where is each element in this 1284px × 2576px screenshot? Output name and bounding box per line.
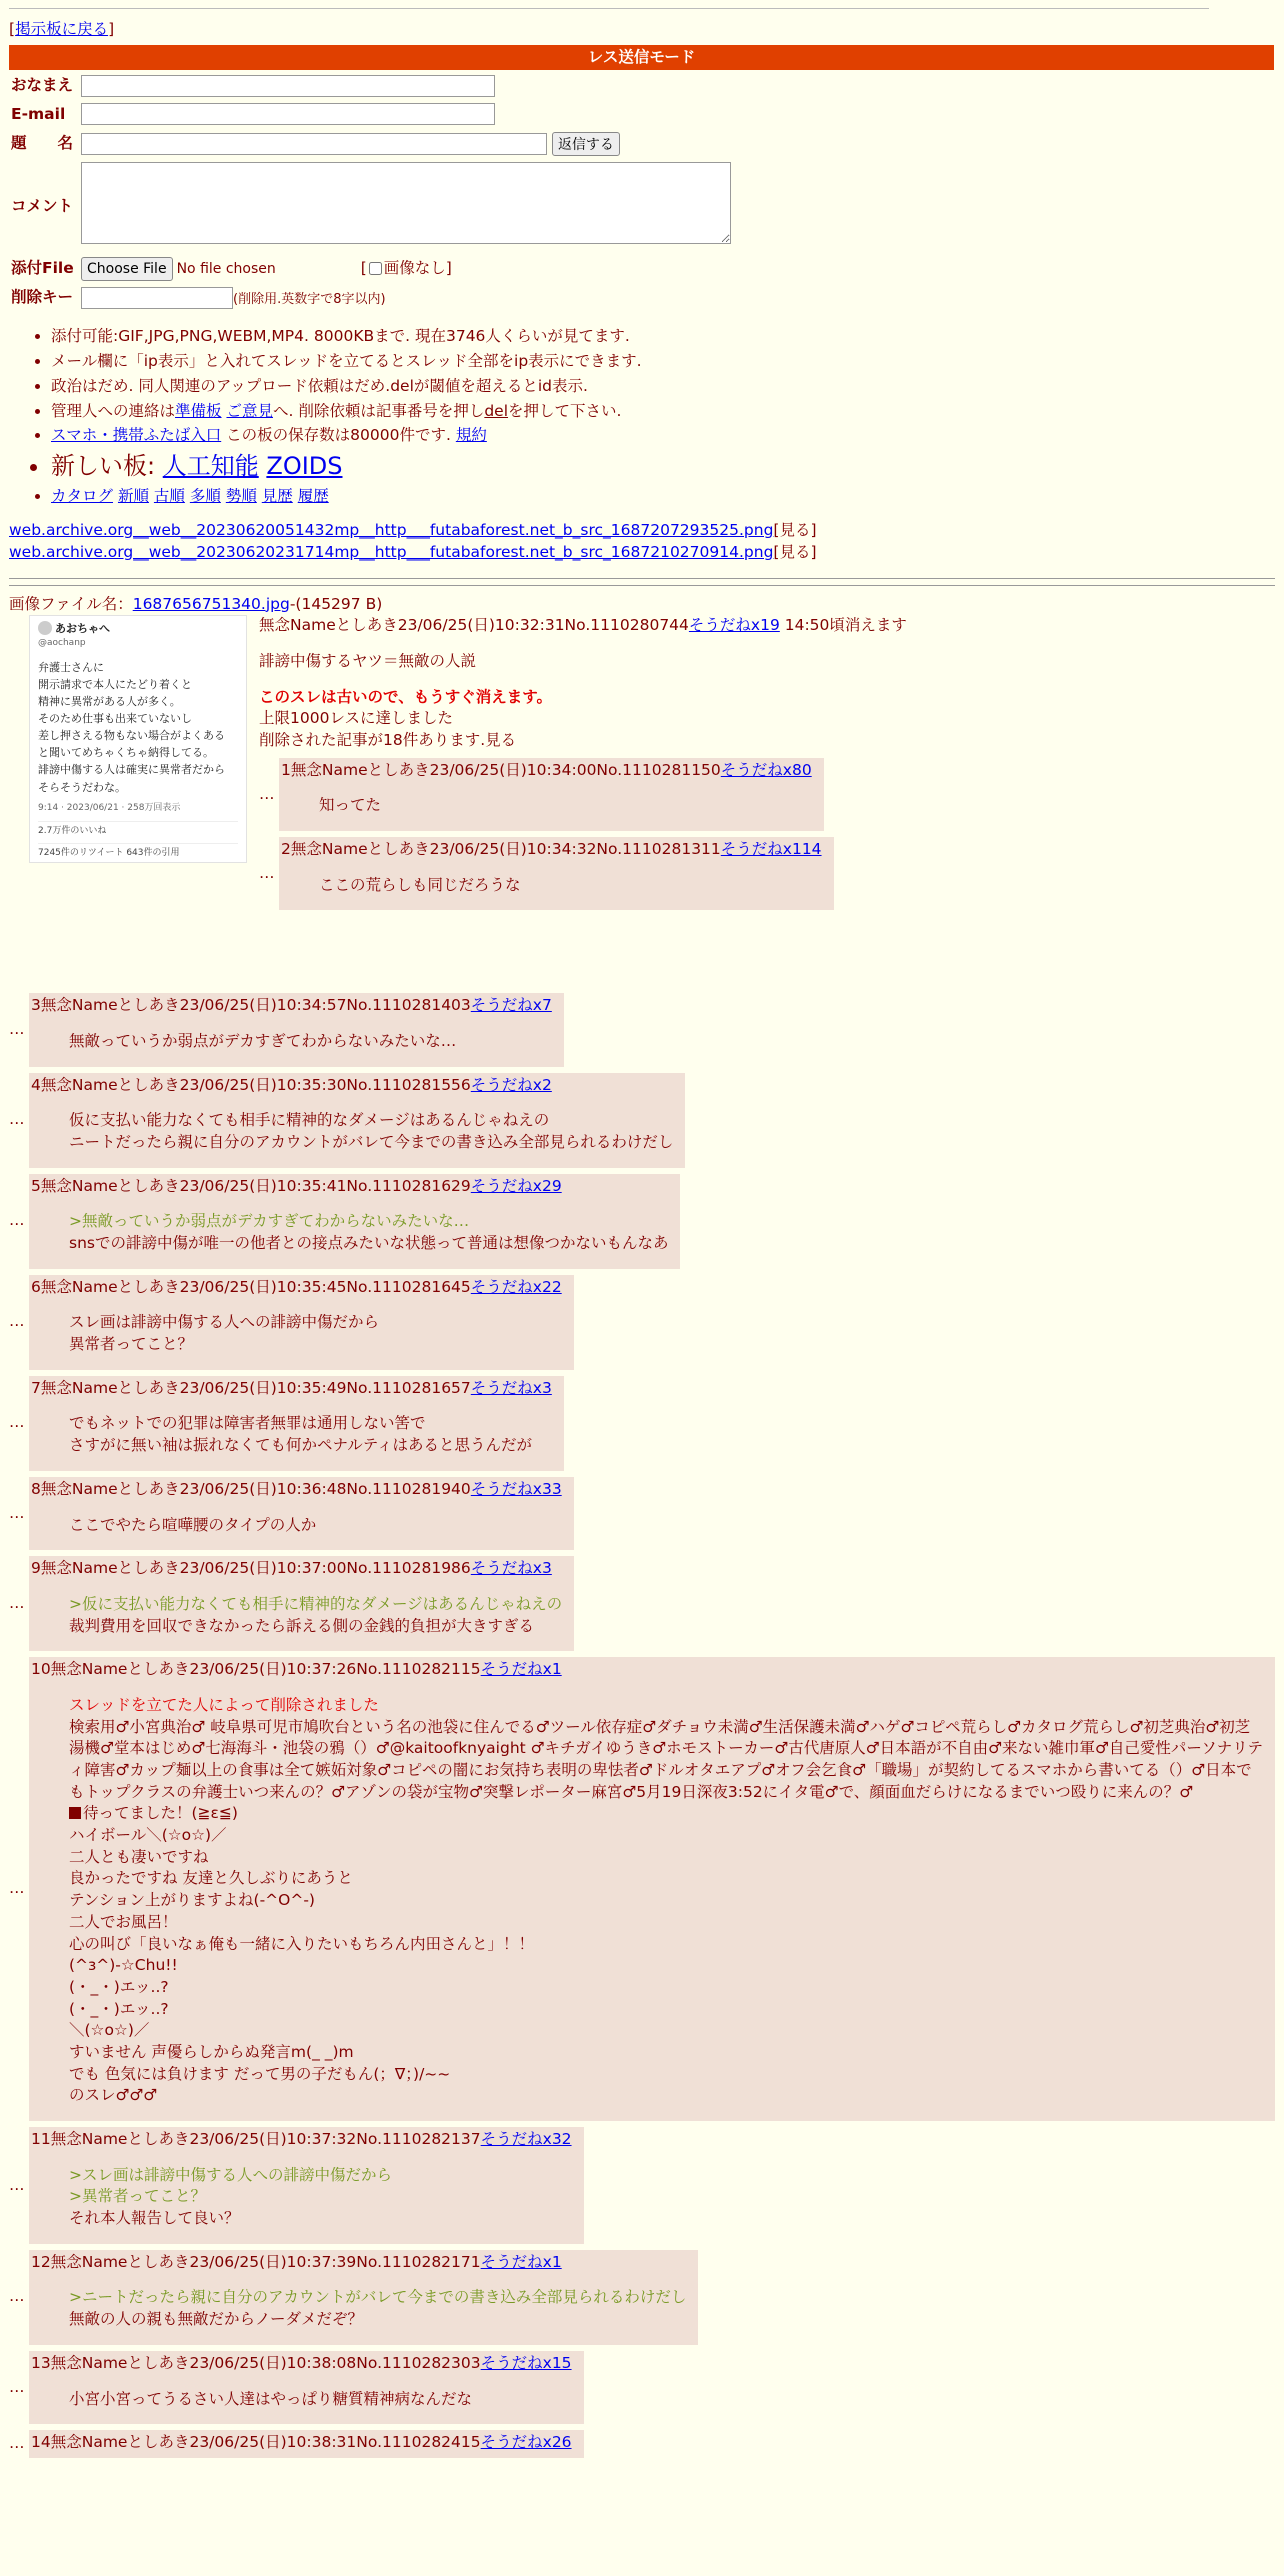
line-text: (・_・)エッ..?: [69, 1999, 169, 2018]
reply-number: 6: [31, 1277, 41, 1296]
rule-text: この板の保存数は80000件です.: [226, 426, 451, 445]
archive-link[interactable]: web.archive.org__web__20230620051432mp__http___futabaforest.net_b_src_1687207293525.png: [9, 521, 774, 540]
reply-header: [31, 2129, 572, 2151]
bracket: [: [360, 258, 367, 277]
no-image-option: [361, 259, 452, 277]
no-image-checkbox[interactable]: [369, 262, 382, 275]
quote-line: [69, 2186, 572, 2208]
reply-header: [31, 995, 552, 1017]
post-header: 無念Nameとしあき23/06/25(日)10:35:30No.1110281556: [40, 1075, 471, 1094]
message-line: [319, 875, 822, 897]
mobile-entry-link[interactable]: スマホ・携帯ふたば入口: [51, 426, 222, 445]
line-text: すいません 声優らしからぬ発言m(_ _)m: [69, 2042, 354, 2061]
reply-row: [9, 1073, 1275, 1168]
view-text: [見る]: [773, 542, 817, 561]
reply-header: [31, 2432, 572, 2454]
post-header: 無念Nameとしあき23/06/25(日)10:37:32No.1110282137: [50, 2130, 481, 2149]
post-header: 無念Nameとしあき23/06/25(日)10:37:00No.1110281986: [40, 1559, 471, 1578]
name-input[interactable]: [81, 75, 495, 97]
op-file-info: [9, 594, 1275, 616]
delete-key-input[interactable]: [81, 287, 233, 309]
subject-input[interactable]: [81, 133, 547, 155]
ellipsis-icon: …: [9, 1020, 25, 1039]
reply-body: [69, 1031, 552, 1053]
post-header: 無念Nameとしあき23/06/25(日)10:35:41No.1110281629: [40, 1176, 471, 1195]
message-line: [69, 1515, 562, 1537]
sodane-button[interactable]: そうだねx7: [470, 996, 552, 1015]
line-text: ＼(☆o☆)／: [69, 2021, 150, 2040]
thumb-line: 弁護士さんに: [38, 661, 104, 675]
op-file-link[interactable]: 1687656751340.jpg: [132, 594, 290, 613]
submit-reply-button[interactable]: 返信する: [552, 132, 620, 156]
sodane-button[interactable]: そうだねx114: [720, 840, 822, 859]
line-text: >ニートだったら親に自分のアカウントがバレて今までの書き込み全部見られるわけだし: [69, 2288, 687, 2307]
thumb-username: あおちゃへ: [55, 622, 110, 636]
op-post: [9, 615, 1275, 993]
rule-item-new-boards: [51, 450, 1275, 484]
message-line: [69, 1312, 562, 1334]
post-form: [9, 72, 733, 313]
line-text: スレッドを立てた人によって削除されました: [69, 1695, 379, 1714]
message-line: [319, 795, 812, 817]
message-line: [69, 2208, 572, 2230]
reply-row: [9, 1174, 1275, 1269]
message-line: [69, 1999, 1263, 2021]
deleted-notice: [69, 1695, 1263, 1717]
ellipsis-icon: …: [9, 2287, 25, 2306]
line-text: (・_・)エッ..?: [69, 1977, 169, 1996]
reply-row: [9, 2127, 1275, 2244]
thumb-handle: @aochanp: [38, 638, 86, 649]
ellipsis-icon: …: [9, 1413, 25, 1432]
reply-header: [31, 1558, 562, 1580]
thumb-line: そのため仕事も出来ていないし: [38, 712, 192, 726]
message-line: [69, 2042, 1263, 2064]
post-header: 無念Nameとしあき23/06/25(日)10:35:45No.1110281645: [40, 1277, 471, 1296]
thumb-text: [38, 659, 238, 795]
archive-link[interactable]: web.archive.org__web__20230620231714mp__http___futabaforest.net_b_src_1687210270914.png: [9, 542, 774, 561]
line-text: ここでやたら喧嘩腰のタイプの人か: [69, 1515, 317, 1534]
board-rules: [9, 326, 1275, 508]
thumb-line: 誹謗中傷する人は確実に異常者だから: [38, 763, 225, 777]
no-file-text: No file chosen: [176, 260, 276, 277]
divider: [9, 578, 1275, 579]
message-line: [69, 1803, 1263, 1825]
line-text: でもネットでの犯罪は障害者無罪は通用しない筈で: [69, 1414, 426, 1433]
message-line: [69, 1334, 562, 1356]
line-text: 良かったですね 友達と久しぶりにあうと: [69, 1869, 353, 1888]
reply-row: [9, 1376, 1275, 1471]
bracket: ]: [108, 20, 115, 38]
reply-body: [69, 1211, 668, 1254]
terms-link[interactable]: 規約: [455, 426, 487, 445]
reply-row: [9, 2430, 1275, 2458]
ellipsis-icon: …: [9, 2377, 25, 2396]
rule-text: へ. 削除依頼は記事番号を押し: [272, 401, 485, 420]
ellipsis-icon: …: [259, 784, 275, 803]
reply-body: [69, 2287, 686, 2330]
thumb-likes: 2.7万件のいいね: [38, 821, 238, 839]
reply-body: [69, 1312, 562, 1355]
history-link[interactable]: 履歴: [297, 487, 329, 506]
line-text: テンション上がりますよね(-^O^-): [69, 1891, 315, 1910]
rule-item: • メール欄に「ip表示」と入れてスレッドを立てるとスレッド全部をip表示にできます.: [51, 351, 1275, 373]
reply-cell: [29, 1174, 680, 1269]
rule-item: • 添付可能:GIF,JPG,PNG,WEBM,MP4. 8000KBまで. 現在3746人くらいが見てます.: [51, 326, 1275, 348]
reply-header: [31, 2252, 686, 2274]
bracket: [: [9, 20, 16, 38]
back-nav: [9, 19, 1275, 41]
catalog-link[interactable]: カタログ: [51, 487, 114, 506]
post-header: 無念Nameとしあき23/06/25(日)10:38:31No.1110282415: [50, 2433, 481, 2452]
message-line: [69, 1110, 673, 1132]
message-line: [69, 1132, 673, 1154]
post-header: 無念Nameとしあき23/06/25(日)10:35:49No.1110281657: [40, 1378, 471, 1397]
line-text: さすがに無い袖は振れなくても何かペナルティはあると思うんだが: [69, 1436, 532, 1455]
post-header: 無念Nameとしあき23/06/25(日)10:32:31No.1110280744: [259, 616, 689, 635]
line-text: 無敵の人の親も無敵だからノーダメだぞ？: [69, 2310, 364, 2329]
email-label: E-mail: [11, 104, 66, 123]
comment-label: コメント: [11, 196, 74, 215]
square-icon: [69, 1807, 81, 1819]
reply-cell: [29, 1477, 574, 1550]
reply-number: 14: [31, 2433, 51, 2452]
line-text: 裁判費用を回収できなかったら訴える側の金銭的負担が大きすぎる: [69, 1616, 535, 1635]
avatar-icon: [38, 621, 52, 635]
op-header: [259, 615, 1259, 637]
sodane-button[interactable]: そうだねx1: [480, 1660, 562, 1679]
line-text: のスレ♂♂♂: [69, 2086, 158, 2105]
line-text: ハイボール＼(☆o☆)／: [69, 1826, 227, 1845]
top-divider: [9, 8, 1209, 9]
old-thread-warning: このスレは古いので、もうすぐ消えます。: [259, 687, 552, 706]
reply-header: [31, 2353, 572, 2375]
reply-number: 10: [31, 1660, 51, 1679]
sodane-button[interactable]: そうだねx32: [480, 2130, 572, 2149]
thumb-retweets: 7245件のリツイート 643件の引用: [38, 843, 238, 861]
reply-number: 9: [31, 1559, 41, 1578]
message-line: [69, 1868, 1263, 1890]
reply-body: [69, 1515, 562, 1537]
archive-links: [9, 520, 1275, 563]
message-line: [69, 2020, 1263, 2042]
archive-row: [9, 520, 1275, 542]
reply-cell: [279, 758, 824, 831]
reply-row: [9, 993, 1275, 1066]
message-line: [69, 1413, 552, 1435]
line-text: 小宮小宮ってうるさい人達はやっぱり糖質精神病なんだな: [69, 2389, 473, 2408]
ellipsis-icon: …: [9, 1211, 25, 1230]
reply-number: 11: [31, 2130, 51, 2149]
line-text: 仮に支払い能力なくても相手に精神的なダメージはあるんじゃねえの: [69, 1111, 550, 1130]
post-header: 無念Nameとしあき23/06/25(日)10:37:26No.1110282115: [50, 1660, 481, 1679]
limit-notice: 上限1000レスに達しました: [259, 709, 453, 728]
reply-header: [281, 760, 812, 782]
new-boards-label: 新しい板:: [51, 451, 156, 480]
file-label: 画像ファイル名：: [9, 594, 133, 613]
line-text: >スレ画は誹謗中傷する人への誹謗中傷だから: [69, 2165, 392, 2184]
message-line: [69, 1031, 552, 1053]
rule-text: 管理人への連絡は: [51, 401, 176, 420]
message-line: [69, 1955, 1263, 1977]
reply-row: [9, 2250, 1275, 2345]
reply-number: 4: [31, 1075, 41, 1094]
reply-body: [69, 1110, 673, 1153]
reply-cell: [29, 2351, 584, 2424]
no-image-label: 画像なし: [383, 258, 446, 277]
subject-label: 題 名: [11, 134, 74, 153]
reply-number: 8: [31, 1479, 41, 1498]
del-text: del: [484, 401, 509, 420]
line-text: 知ってた: [319, 796, 382, 815]
sodane-button[interactable]: そうだねx3: [470, 1559, 552, 1578]
prep-board-link[interactable]: 準備板: [175, 401, 222, 420]
thumb-line: 精神に異常がある人が多く。: [38, 695, 181, 709]
reply-cell: [29, 1275, 574, 1370]
message-line: [69, 1717, 1263, 1804]
reply-header: [281, 839, 822, 861]
reply-cell: [29, 2430, 584, 2458]
reply-number: 13: [31, 2353, 51, 2372]
reply-body: [69, 2389, 572, 2411]
op-thumbnail[interactable]: [29, 615, 247, 863]
line-text: 検索用♂小宮典治♂ 岐阜県可児市鳩吹台という名の池袋に住んでる♂ツール依存症♂ダチョウ未満♂生活保護未満♂ハゲ♂コピペ荒らし♂カタログ荒らし♂初芝典治♂初芝湯機♂堂本はじめ♂七海海斗・池袋の鴉（）♂@kaitoofknyaight ♂キチガイゆうき♂ホモストーカー♂古代唐原人♂日本語が不自由♂来ない雑巾軍♂自己愛性パーソナリティ障害♂カップ麺以上の食事は全て嫉妬対象♂コピペの闇にお気持ち表明の卑怯者♂ドルオタエアプ♂オフ会乞食♂「職場」が契約してるスマホから書いてる（）♂日本でもトップクラスの弁護士いつ来んの？♂アゾンの袋が宝物♂突撃レポーター麻宮♂5月19日深夜3:52にイタ電♂で、顔面血だらけになるまでいつ殴りに来んの？♂: [69, 1717, 1264, 1801]
post-header: 無念Nameとしあき23/06/25(日)10:34:00No.1110281150: [290, 760, 721, 779]
reply-number: 12: [31, 2252, 51, 2271]
quote-line: [69, 2165, 572, 2187]
reply-mode-banner: レス送信モード: [9, 45, 1274, 70]
ellipsis-icon: …: [9, 2175, 25, 2194]
line-text: snsでの誹謗中傷が唯一の他者との接点みたいな状態って普通は想像つかないもんなあ: [69, 1234, 669, 1253]
file-size: -(145297 B): [289, 594, 383, 613]
reply-row: [259, 758, 1259, 831]
reply-row: [9, 1657, 1275, 2121]
line-text: >異常者ってこと？: [69, 2187, 206, 2206]
sodane-button[interactable]: そうだねx29: [470, 1176, 562, 1195]
line-text: (^з^)-☆Chu!!: [69, 1956, 178, 1975]
reply-cell: [29, 1657, 1275, 2121]
reply-number: 5: [31, 1176, 41, 1195]
ellipsis-icon: …: [9, 1593, 25, 1612]
reply-cell: [29, 2127, 584, 2244]
reply-body: [69, 1695, 1263, 2107]
message-line: [69, 1890, 1263, 1912]
message-line: [69, 1233, 668, 1255]
message-line: [69, 1616, 562, 1638]
sodane-button[interactable]: そうだねx80: [720, 760, 812, 779]
inline-replies: [259, 758, 1259, 911]
line-text: スレ画は誹謗中傷する人への誹謗中傷だから: [69, 1313, 380, 1332]
reply-number: 3: [31, 996, 41, 1015]
ai-board-link[interactable]: 人工知能: [162, 451, 259, 480]
message-line: [69, 1977, 1263, 1999]
zoids-board-link[interactable]: ZOIDS: [266, 451, 343, 480]
rule-item: • 政治はだめ. 同人関連のアップロード依頼はだめ.delが閾値を超えるとid表示.: [51, 376, 1275, 398]
thumb-line: そらそうだわな。: [38, 780, 126, 794]
thumb-line: 開示請求で本人にたどり着くと: [38, 678, 192, 692]
reply-body: [319, 795, 812, 817]
line-text: 心の叫び「良いなぁ俺も一緒に入りたいもちろん内田さんと」！！: [69, 1934, 535, 1953]
message-line: [69, 2085, 1263, 2107]
rule-text: を押して下さい.: [508, 401, 622, 420]
quote-line: [69, 1211, 668, 1233]
archive-row: [9, 542, 1275, 564]
bracket: ]: [445, 258, 452, 277]
reply-header: [31, 1277, 562, 1299]
comment-textarea[interactable]: [81, 162, 731, 244]
reply-number: 7: [31, 1378, 41, 1397]
view-history-link[interactable]: 見歴: [261, 487, 293, 506]
sort-momentum-link[interactable]: 勢順: [225, 487, 257, 506]
line-text: >無敵っていうか弱点がデカすぎてわからないみたいな…: [69, 1212, 470, 1231]
post-header: 無念Nameとしあき23/06/25(日)10:36:48No.1110281940: [40, 1479, 471, 1498]
reply-number: 1: [281, 760, 291, 779]
thumb-meta: 9:14 · 2023/06/21 · 258万回表示: [38, 802, 181, 813]
reply-cell: [29, 2250, 698, 2345]
reply-row: [9, 1275, 1275, 1370]
reply-cell: [29, 1376, 564, 1471]
quote-line: [69, 1594, 562, 1616]
reply-body: [319, 875, 822, 897]
delete-key-label: 削除キー: [11, 288, 74, 307]
reply-row: [9, 1477, 1275, 1550]
reply-cell: [279, 837, 834, 910]
op-body: [259, 615, 1259, 916]
back-to-board-link[interactable]: 掲示板に戻る: [15, 20, 109, 38]
message-line: [69, 1847, 1263, 1869]
sodane-button[interactable]: そうだねx2: [470, 1075, 552, 1094]
reply-row: [9, 1556, 1275, 1651]
ellipsis-icon: …: [9, 1312, 25, 1331]
line-text: 異常者ってこと？: [69, 1335, 194, 1354]
reply-cell: [29, 993, 564, 1066]
message-line: [69, 1435, 552, 1457]
line-text: ここの荒らしも同じだろうな: [319, 875, 521, 894]
reply-body: [69, 1413, 552, 1456]
divider: [9, 585, 1275, 586]
sodane-button[interactable]: そうだねx1: [480, 2252, 562, 2271]
reply-row: [9, 2351, 1275, 2424]
expire-text: 14:50頃消えます: [779, 616, 907, 635]
reply-list: [9, 993, 1275, 2458]
sort-new-link[interactable]: 新順: [117, 487, 149, 506]
quote-line: [69, 2287, 686, 2309]
line-text: 二人でお風呂！: [69, 1912, 178, 1931]
line-text: それ本人報告して良い？: [69, 2209, 240, 2228]
deleted-notice: 削除された記事が18件あります.見る: [259, 730, 517, 749]
ellipsis-icon: …: [9, 1879, 25, 1898]
ellipsis-icon: …: [9, 2434, 25, 2453]
line-text: >仮に支払い能力なくても相手に精神的なダメージはあるんじゃねえの: [69, 1594, 563, 1613]
message-line: [69, 2064, 1263, 2086]
ellipsis-icon: …: [9, 1110, 25, 1129]
sodane-button[interactable]: そうだねx19: [688, 616, 780, 635]
sodane-button[interactable]: そうだねx15: [480, 2353, 572, 2372]
line-text: でも 色気には負けます だって男の子だもん(；∇；)/~~: [69, 2064, 451, 2083]
reply-body: [69, 1594, 562, 1637]
reply-number: 2: [281, 840, 291, 859]
line-text: 二人とも凄いですね: [69, 1847, 209, 1866]
sort-many-link[interactable]: 多順: [189, 487, 221, 506]
message-line: [69, 1912, 1263, 1934]
delete-key-hint: (削除用.英数字で8字以内): [233, 291, 386, 307]
reply-cell: [29, 1556, 574, 1651]
reply-header: [31, 1659, 1263, 1681]
sort-old-link[interactable]: 古順: [153, 487, 185, 506]
rule-item: [51, 401, 1275, 423]
reply-row: [259, 837, 1259, 910]
thumb-line: 差し押さえる物もない場合がよくある: [38, 729, 225, 743]
sodane-button[interactable]: そうだねx33: [470, 1479, 562, 1498]
ellipsis-icon: …: [9, 1503, 25, 1522]
post-header: 無念Nameとしあき23/06/25(日)10:37:39No.1110282171: [50, 2252, 481, 2271]
thumb-line: と聞いてめちゃくちゃ納得してる。: [38, 746, 214, 760]
reply-header: [31, 1075, 673, 1097]
reply-header: [31, 1378, 552, 1400]
choose-file-button[interactable]: Choose File: [81, 257, 173, 281]
message-line: [69, 1825, 1263, 1847]
reply-header: [31, 1479, 562, 1501]
sodane-button[interactable]: そうだねx3: [470, 1378, 552, 1397]
sodane-button[interactable]: そうだねx22: [470, 1277, 562, 1296]
feedback-link[interactable]: ご意見: [226, 401, 273, 420]
reply-body: [69, 2165, 572, 2230]
post-header: 無念Nameとしあき23/06/25(日)10:34:57No.1110281403: [40, 996, 471, 1015]
sodane-button[interactable]: そうだねx26: [480, 2433, 572, 2452]
thumb-user: [38, 620, 238, 637]
line-text: 無敵っていうか弱点がデカすぎてわからないみたいな…: [69, 1031, 457, 1050]
file-label: 添付File: [11, 258, 74, 277]
op-message: 誹謗中傷するヤツ＝無敵の人説: [259, 651, 477, 670]
ellipsis-icon: …: [259, 863, 275, 882]
name-label: おなまえ: [11, 76, 74, 95]
post-header: 無念Nameとしあき23/06/25(日)10:34:32No.1110281311: [290, 840, 721, 859]
rule-item-sort-links: [51, 486, 1275, 508]
rule-item: [51, 425, 1275, 447]
view-text: [見る]: [773, 521, 817, 540]
line-text: ニートだったら親に自分のアカウントがバレて今までの書き込み全部見られるわけだし: [69, 1132, 674, 1151]
message-line: [69, 2389, 572, 2411]
line-text: 待ってました！(≧ε≦): [83, 1804, 238, 1823]
message-line: [69, 1934, 1263, 1956]
reply-cell: [29, 1073, 685, 1168]
reply-header: [31, 1176, 668, 1198]
post-header: 無念Nameとしあき23/06/25(日)10:38:08No.1110282303: [50, 2353, 481, 2372]
message-line: [69, 2309, 686, 2331]
email-input[interactable]: [81, 103, 495, 125]
